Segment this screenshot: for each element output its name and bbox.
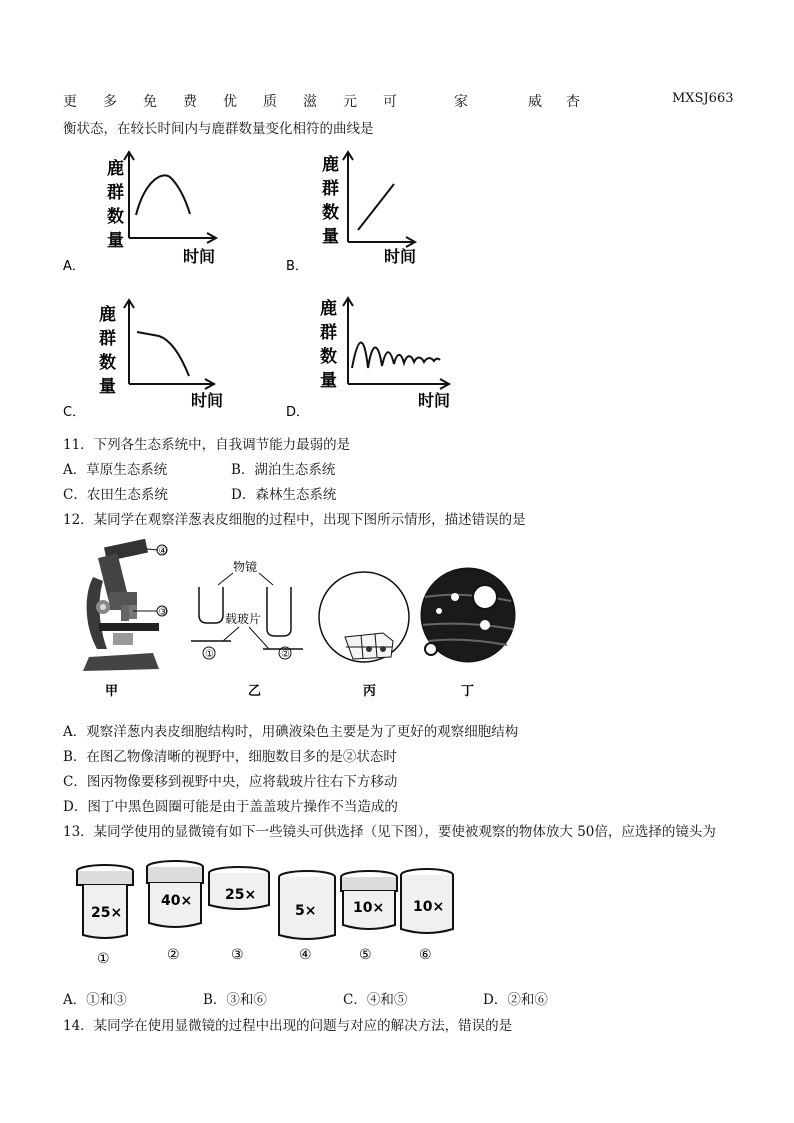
graph-ylabel: 群 xyxy=(107,183,124,203)
objective-long xyxy=(267,587,291,636)
q13-option-b: B．③和⑥ xyxy=(203,992,267,1008)
q12-stem: 12．某同学在观察洋葱表皮细胞的过程中，出现下图所示情形，描述错误的是 xyxy=(63,512,526,528)
lens-6-num: ⑥ xyxy=(419,947,432,963)
curve-rise-fall xyxy=(136,175,190,215)
lens-4-label: 5× xyxy=(295,903,317,919)
graph-ylabel: 群 xyxy=(322,179,339,199)
q12-option-c: C．图丙物像要移到视野中央，应将载玻片往右下方移动 xyxy=(63,774,398,790)
marker-2: ② xyxy=(281,649,290,660)
q12-option-d: D．图丁中黑色圆圈可能是由于盖盖玻片操作不当造成的 xyxy=(63,799,398,815)
option-letter: B． xyxy=(286,259,308,274)
header-char: 费 xyxy=(183,94,197,110)
lens-1-num: ① xyxy=(97,951,110,967)
lens-1 xyxy=(77,865,133,938)
q13-option-a: A．①和③ xyxy=(63,992,127,1008)
q12-option-a: A．观察洋葱内表皮细胞结构时，用碘液染色主要是为了更好的观察细胞结构 xyxy=(63,724,519,740)
header-char: 威 xyxy=(528,94,542,110)
option-letter: A． xyxy=(63,259,85,274)
graph-ylabel: 鹿 xyxy=(320,299,337,319)
graph-xlabel: 时间 xyxy=(183,247,216,266)
q12-option-b: B．在图乙物像清晰的视野中，细胞数目多的是②状态时 xyxy=(63,749,397,765)
caption-jia: 甲 xyxy=(105,684,119,699)
marker-1: ① xyxy=(205,649,214,660)
marker-4: ④ xyxy=(158,546,168,557)
graph-ylabel: 鹿 xyxy=(107,159,124,179)
header-char: 免 xyxy=(143,94,157,110)
header-char: 质 xyxy=(263,94,277,110)
graph-a xyxy=(63,150,263,275)
q12-figure xyxy=(63,537,523,702)
graph-c xyxy=(63,296,263,421)
graph-xlabel: 时间 xyxy=(191,391,224,410)
header-char: 元 xyxy=(343,94,357,110)
graph-ylabel: 量 xyxy=(99,377,116,397)
graph-xlabel: 时间 xyxy=(418,391,451,410)
graph-ylabel: 量 xyxy=(107,231,124,251)
curve-linear-rise xyxy=(358,184,394,230)
lens-5-num: ⑤ xyxy=(359,947,372,963)
lens-2-num: ② xyxy=(167,947,180,963)
q11-option-c: C．农田生态系统 xyxy=(63,487,168,503)
lens-2-label: 40× xyxy=(161,893,193,909)
microscope-illustration xyxy=(83,539,159,671)
lens-3-label: 25× xyxy=(225,887,257,903)
graph-ylabel: 数 xyxy=(322,203,339,223)
graph-ylabel: 群 xyxy=(99,329,116,349)
q11-option-d: D．森林生态系统 xyxy=(231,487,337,503)
q11-option-a: A．草原生态系统 xyxy=(63,462,168,478)
q11-stem: 11．下列各生态系统中，自我调节能力最弱的是 xyxy=(63,437,351,453)
header-char: 杏 xyxy=(566,94,580,110)
graph-ylabel: 鹿 xyxy=(99,305,116,325)
option-letter: C． xyxy=(63,405,86,420)
graph-ylabel: 量 xyxy=(322,227,339,247)
option-letter: D． xyxy=(286,405,310,420)
header-char: 滋 xyxy=(303,94,317,110)
q13-option-d: D．②和⑥ xyxy=(483,992,548,1008)
objective-short xyxy=(199,587,223,623)
header-char: 更 xyxy=(63,94,77,110)
curve-oscillating xyxy=(352,342,440,368)
graph-d xyxy=(286,296,486,421)
graph-b xyxy=(286,150,486,275)
lens-4-num: ④ xyxy=(299,947,312,963)
marker-3: ③ xyxy=(158,607,168,618)
q13-option-c: C．④和⑤ xyxy=(343,992,408,1008)
q13-stem: 13．某同学使用的显微镜有如下一些镜头可供选择（见下图），要使被观察的物体放大 50倍，应选择的镜头为 xyxy=(63,824,716,840)
cells-lower-right xyxy=(345,633,393,659)
curve-decline xyxy=(137,332,189,376)
caption-ding: 丁 xyxy=(461,684,475,699)
header-char: 多 xyxy=(103,94,117,110)
graph-xlabel: 时间 xyxy=(384,247,417,266)
caption-yi: 乙 xyxy=(248,684,262,699)
q14-stem: 14．某同学在使用显微镜的过程中出现的问题与对应的解决方法，错误的是 xyxy=(63,1018,513,1034)
label-objective: 物镜 xyxy=(233,560,258,574)
graph-ylabel: 鹿 xyxy=(322,155,339,175)
header-char: 家 xyxy=(454,94,468,110)
lens-1-label: 25× xyxy=(91,905,123,921)
q10-stem: 衡状态，在较长时间内与鹿群数量变化相符的曲线是 xyxy=(63,121,374,137)
q13-lenses xyxy=(63,855,463,970)
graph-ylabel: 数 xyxy=(320,347,337,367)
lens-3-num: ③ xyxy=(231,947,244,963)
graph-ylabel: 量 xyxy=(320,371,337,391)
lens-6-label: 10× xyxy=(413,899,445,915)
q11-option-b: B．湖泊生态系统 xyxy=(231,462,336,478)
graph-ylabel: 数 xyxy=(107,207,124,227)
graph-ylabel: 群 xyxy=(320,323,337,343)
label-slide: 载玻片 xyxy=(225,612,262,626)
caption-bing: 丙 xyxy=(363,684,377,699)
header-code: MXSJ663 xyxy=(672,91,734,106)
lens-5-label: 10× xyxy=(353,900,385,916)
header-char: 优 xyxy=(223,94,237,110)
graph-ylabel: 数 xyxy=(99,353,116,373)
header-char: 可 xyxy=(383,94,397,110)
